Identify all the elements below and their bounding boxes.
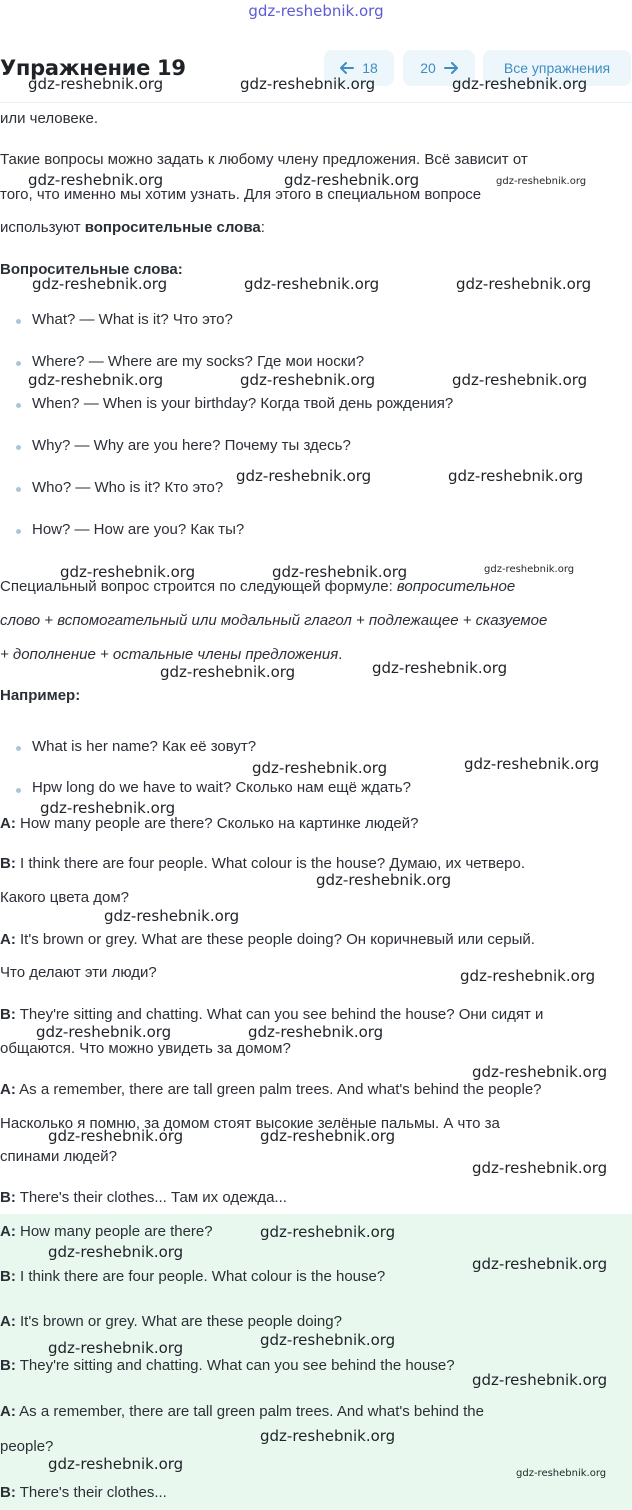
formula-text: Специальный вопрос строится по следующей формуле: — [0, 578, 397, 595]
formula-line — [0, 646, 342, 663]
dialog-line: Какого цвета дом? — [0, 889, 130, 906]
watermark: gdz-reshebnik.org — [48, 1243, 184, 1261]
answer-text: They're sitting and chatting. What can you see behind the house? — [15, 1357, 455, 1374]
answer-text: There's their clothes... — [15, 1484, 167, 1501]
dialog-line — [0, 855, 525, 872]
arrow-right-icon — [444, 62, 458, 74]
answer-line — [0, 1403, 484, 1420]
watermark: gdz-reshebnik.org — [464, 755, 600, 773]
dialog-line: Что делают эти люди? — [0, 964, 157, 981]
list-item: What is her name? Как её зовут? — [32, 738, 257, 755]
bullet-dot — [16, 403, 21, 408]
watermark: gdz-reshebnik.org — [28, 171, 164, 189]
bullet-dot — [16, 788, 21, 793]
answer-line — [0, 1223, 213, 1240]
bullet-dot — [16, 319, 21, 324]
dialog-text: There's their clothes... Там их одежда... — [15, 1189, 287, 1206]
dialog-text: They're sitting and chatting. What can you see behind the house? Они сидят и — [15, 1006, 544, 1023]
bullet-dot — [16, 445, 21, 450]
watermark: gdz-reshebnik.org — [452, 371, 588, 389]
prev-exercise-label: 18 — [362, 60, 378, 76]
example-heading: Например: — [0, 687, 81, 704]
dialog-line — [0, 1189, 287, 1206]
page-title: Упражнение 19 — [0, 56, 186, 80]
formula-italic: + дополнение + остальные члены предложения — [0, 646, 339, 663]
watermark: gdz-reshebnik.org — [260, 1223, 396, 1241]
next-exercise-label: 20 — [420, 60, 436, 76]
watermark: gdz-reshebnik.org — [516, 1468, 607, 1479]
watermark: gdz-reshebnik.org — [244, 275, 380, 293]
watermark: gdz-reshebnik.org — [472, 1371, 608, 1389]
answer-text: As a remember, there are tall green palm trees. And what's behind the — [15, 1403, 484, 1420]
watermark: gdz-reshebnik.org — [472, 1063, 608, 1081]
watermark: gdz-reshebnik.org — [460, 967, 596, 985]
intro-text: : — [260, 219, 265, 236]
dialog-text: I think there are four people. What colour is the house? Думаю, их четверо. — [15, 855, 526, 872]
watermark: gdz-reshebnik.org — [456, 275, 592, 293]
dialog-line — [0, 1081, 542, 1098]
bullet-dot — [16, 746, 21, 751]
watermark: gdz-reshebnik.org — [32, 275, 168, 293]
watermark: gdz-reshebnik.org — [448, 467, 584, 485]
watermark: gdz-reshebnik.org — [260, 1127, 396, 1145]
list-item: When? — When is your birthday? Когда твой день рождения? — [32, 395, 454, 412]
all-exercises-button[interactable]: Все упражнения — [483, 50, 631, 86]
arrow-left-icon — [340, 62, 354, 74]
dialog-text: It's brown or grey. What are these people doing? Он коричневый или серый. — [15, 931, 535, 948]
watermark: gdz-reshebnik.org — [236, 467, 372, 485]
answer-text: It's brown or grey. What are these people doing? — [15, 1313, 342, 1330]
answer-line — [0, 1313, 342, 1330]
formula-line: слово + вспомогательный или модальный глагол + подлежащее + сказуемое — [0, 612, 548, 629]
watermark: gdz-reshebnik.org — [284, 171, 420, 189]
watermark: gdz-reshebnik.org — [36, 1023, 172, 1041]
watermark: gdz-reshebnik.org — [260, 1331, 396, 1349]
answer-line: people? — [0, 1438, 54, 1455]
list-item: What? — What is it? Что это? — [32, 311, 233, 328]
watermark: gdz-reshebnik.org — [484, 564, 575, 575]
watermark: gdz-reshebnik.org — [496, 176, 587, 187]
watermark: gdz-reshebnik.org — [28, 371, 164, 389]
watermark: gdz-reshebnik.org — [28, 75, 164, 93]
dialog-line: общаются. Что можно увидеть за домом? — [0, 1040, 291, 1057]
watermark: gdz-reshebnik.org — [372, 659, 508, 677]
list-item: Why? — Why are you here? Почему ты здесь? — [32, 437, 351, 454]
intro-line — [0, 219, 265, 236]
watermark: gdz-reshebnik.org — [48, 1455, 184, 1473]
watermark: gdz-reshebnik.org — [48, 1339, 184, 1357]
dialog-line: спинами людей? — [0, 1148, 117, 1165]
list-item: How? — How are you? Как ты? — [32, 521, 245, 538]
watermark: gdz-reshebnik.org — [260, 1427, 396, 1445]
site-banner[interactable]: gdz-reshebnik.org — [248, 2, 384, 20]
dialog-text: How many people are there? Сколько на картинке людей? — [15, 815, 419, 832]
watermark: gdz-reshebnik.org — [452, 75, 588, 93]
watermark: gdz-reshebnik.org — [252, 759, 388, 777]
answer-line — [0, 1268, 385, 1285]
watermark: gdz-reshebnik.org — [160, 663, 296, 681]
intro-line: того, что именно мы хотим узнать. Для этого в специальном вопросе — [0, 186, 482, 203]
watermark: gdz-reshebnik.org — [40, 799, 176, 817]
speaker-label: B: — [0, 855, 16, 872]
watermark: gdz-reshebnik.org — [472, 1159, 608, 1177]
intro-text: используют — [0, 219, 85, 236]
answer-line — [0, 1484, 167, 1501]
list-item: Who? — Who is it? Кто это? — [32, 479, 224, 496]
speaker-label: A: — [0, 1081, 16, 1098]
intro-line: Такие вопросы можно задать к любому члену предложения. Всё зависит от — [0, 151, 528, 168]
dialog-line: Насколько я помню, за домом стоят высокие зелёные пальмы. А что за — [0, 1115, 500, 1132]
watermark: gdz-reshebnik.org — [272, 563, 408, 581]
bullet-dot — [16, 529, 21, 534]
speaker-label: A: — [0, 1403, 16, 1420]
watermark: gdz-reshebnik.org — [240, 371, 376, 389]
watermark: gdz-reshebnik.org — [104, 907, 240, 925]
formula-text: . — [338, 646, 343, 663]
watermark: gdz-reshebnik.org — [240, 75, 376, 93]
answer-line — [0, 1357, 455, 1374]
speaker-label: B: — [0, 1189, 16, 1206]
bullet-dot — [16, 487, 21, 492]
intro-bold: вопросительные слова — [84, 219, 261, 236]
list-item: Where? — Where are my socks? Где мои носки? — [32, 353, 365, 370]
dialog-line — [0, 931, 535, 948]
speaker-label: B: — [0, 1484, 16, 1501]
watermark: gdz-reshebnik.org — [316, 871, 452, 889]
intro-line: или человеке. — [0, 110, 98, 127]
speaker-label: B: — [0, 1268, 16, 1285]
watermark: gdz-reshebnik.org — [48, 1127, 184, 1145]
dialog-text: As a remember, there are tall green palm trees. And what's behind the people? — [15, 1081, 542, 1098]
formula-italic: вопросительное — [396, 578, 516, 595]
speaker-label: B: — [0, 1006, 16, 1023]
watermark: gdz-reshebnik.org — [248, 1023, 384, 1041]
answer-text: I think there are four people. What colour is the house? — [15, 1268, 386, 1285]
bullet-dot — [16, 361, 21, 366]
speaker-label: A: — [0, 1313, 16, 1330]
speaker-label: B: — [0, 1357, 16, 1374]
watermark: gdz-reshebnik.org — [60, 563, 196, 581]
answer-text: How many people are there? — [15, 1223, 213, 1240]
speaker-label: A: — [0, 815, 16, 832]
dialog-line — [0, 1006, 543, 1023]
speaker-label: A: — [0, 1223, 16, 1240]
list-item: Hpw long do we have to wait? Сколько нам ещё ждать? — [32, 779, 411, 796]
watermark: gdz-reshebnik.org — [472, 1255, 608, 1273]
dialog-line — [0, 815, 418, 832]
speaker-label: A: — [0, 931, 16, 948]
question-words-heading: Вопросительные слова: — [0, 261, 183, 278]
